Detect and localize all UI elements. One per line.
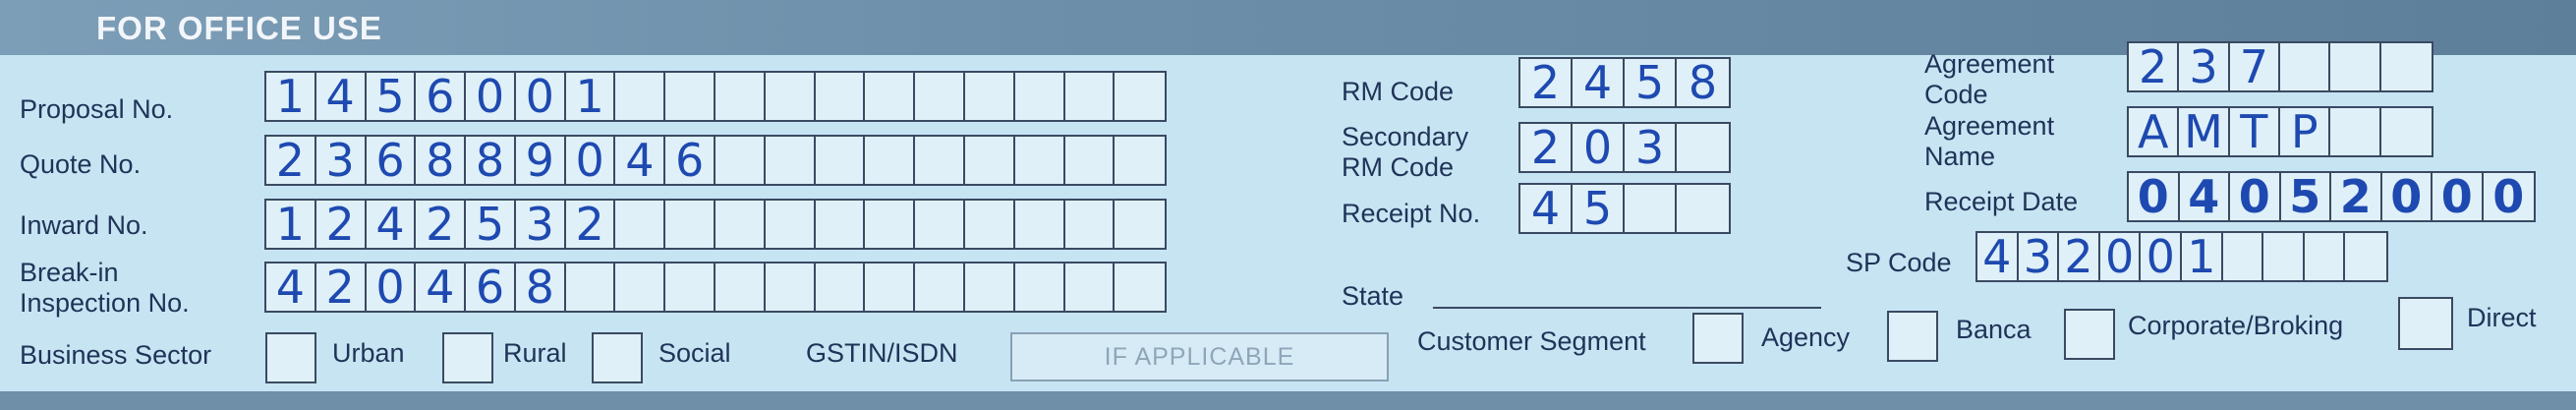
digit-cell[interactable]: 4 bbox=[266, 264, 316, 311]
digit-cell[interactable] bbox=[716, 201, 766, 248]
digit-cell[interactable] bbox=[1065, 73, 1116, 120]
digit-cell[interactable]: 3 bbox=[1625, 124, 1677, 171]
header-title: FOR OFFICE USE bbox=[96, 10, 382, 46]
direct-label: Direct bbox=[2467, 303, 2537, 332]
digit-cell[interactable]: 0 bbox=[2129, 173, 2180, 220]
proposal-no-label: Proposal No. bbox=[20, 94, 174, 124]
digit-cell[interactable] bbox=[615, 201, 665, 248]
digit-cell[interactable]: 2 bbox=[416, 201, 466, 248]
digit-cell[interactable] bbox=[816, 73, 866, 120]
agreement-name-field[interactable] bbox=[2127, 106, 2433, 157]
digit-cell[interactable]: 0 bbox=[466, 73, 516, 120]
digit-cell[interactable]: 8 bbox=[466, 137, 516, 184]
receipt-date-field[interactable] bbox=[2127, 171, 2536, 222]
digit-cell[interactable] bbox=[1115, 73, 1165, 120]
digit-cell[interactable]: 0 bbox=[2100, 233, 2142, 280]
digit-cell[interactable]: 5 bbox=[466, 201, 516, 248]
digit-cell[interactable]: 2 bbox=[2129, 43, 2179, 90]
digit-cell[interactable] bbox=[716, 264, 766, 311]
state-underline[interactable] bbox=[1433, 307, 1821, 309]
digit-cell[interactable] bbox=[816, 264, 866, 311]
digit-cell[interactable] bbox=[865, 201, 915, 248]
digit-cell[interactable]: 0 bbox=[2492, 170, 2525, 223]
digit-cell[interactable]: 4 bbox=[1520, 185, 1573, 232]
banca-label: Banca bbox=[1956, 315, 2032, 344]
agreement-code-field[interactable] bbox=[2127, 41, 2433, 92]
digit-cell[interactable] bbox=[2223, 233, 2264, 280]
digit-cell[interactable] bbox=[816, 201, 866, 248]
business-sector-label: Business Sector bbox=[20, 340, 212, 370]
digit-cell[interactable]: 5 bbox=[1625, 59, 1677, 106]
agreement-name-line1: Agreement bbox=[1924, 111, 2055, 141]
digit-cell[interactable] bbox=[1677, 185, 1729, 232]
inward-no-field[interactable] bbox=[264, 199, 1167, 250]
receipt-date-label: Receipt Date bbox=[1924, 187, 2079, 216]
digit-cell[interactable]: 0 bbox=[1573, 124, 1625, 171]
social-checkbox[interactable] bbox=[592, 332, 643, 383]
digit-cell[interactable]: T bbox=[2230, 108, 2280, 155]
digit-cell[interactable] bbox=[1065, 137, 1116, 184]
receipt-no-label: Receipt No. bbox=[1342, 199, 1481, 228]
digit-cell[interactable]: 2 bbox=[1520, 59, 1573, 106]
digit-cell[interactable]: 4 bbox=[2180, 173, 2231, 220]
digit-cell[interactable] bbox=[615, 73, 665, 120]
footer-bar bbox=[0, 391, 2576, 410]
digit-cell[interactable]: 8 bbox=[1688, 56, 1718, 109]
digit-cell[interactable] bbox=[766, 201, 816, 248]
digit-cell[interactable] bbox=[915, 73, 965, 120]
rural-label: Rural bbox=[503, 338, 567, 368]
digit-cell[interactable]: 5 bbox=[2281, 173, 2332, 220]
digit-cell[interactable] bbox=[2330, 43, 2380, 90]
digit-cell[interactable]: 3 bbox=[2179, 43, 2229, 90]
digit-cell[interactable]: 3 bbox=[516, 201, 566, 248]
digit-cell[interactable]: 6 bbox=[416, 73, 466, 120]
digit-cell[interactable]: 2 bbox=[566, 201, 616, 248]
digit-cell[interactable]: 4 bbox=[316, 73, 367, 120]
quote-no-field[interactable] bbox=[264, 135, 1167, 186]
receipt-no-field[interactable] bbox=[1518, 183, 1731, 234]
digit-cell[interactable]: 4 bbox=[416, 264, 466, 311]
gstin-input[interactable]: IF APPLICABLE bbox=[1010, 332, 1389, 381]
rural-checkbox[interactable] bbox=[442, 332, 493, 383]
digit-cell[interactable] bbox=[2345, 233, 2386, 280]
digit-cell[interactable]: 2 bbox=[316, 264, 367, 311]
urban-label: Urban bbox=[332, 338, 405, 368]
digit-cell[interactable] bbox=[816, 137, 866, 184]
digit-cell[interactable]: 0 bbox=[2230, 173, 2281, 220]
sp-code-label: SP Code bbox=[1846, 248, 1952, 277]
digit-cell[interactable]: 0 bbox=[2433, 173, 2484, 220]
digit-cell[interactable]: 4 bbox=[367, 201, 417, 248]
digit-cell[interactable]: 6 bbox=[665, 137, 716, 184]
digit-cell[interactable]: 8 bbox=[416, 137, 466, 184]
digit-cell[interactable] bbox=[766, 137, 816, 184]
quote-no-label: Quote No. bbox=[20, 149, 142, 179]
digit-cell[interactable] bbox=[1065, 201, 1116, 248]
digit-cell[interactable] bbox=[965, 201, 1015, 248]
digit-cell[interactable]: 1 bbox=[566, 73, 616, 120]
digit-cell[interactable] bbox=[665, 73, 716, 120]
digit-cell[interactable] bbox=[766, 264, 816, 311]
digit-cell[interactable]: 5 bbox=[367, 73, 417, 120]
digit-cell[interactable]: 0 bbox=[516, 73, 566, 120]
digit-cell[interactable]: 2 bbox=[1520, 124, 1573, 171]
digit-cell[interactable]: 5 bbox=[1573, 185, 1625, 232]
digit-cell[interactable]: 2 bbox=[2059, 233, 2100, 280]
social-label: Social bbox=[658, 338, 731, 368]
breakin-label-line2: Inspection No. bbox=[20, 288, 190, 318]
digit-cell[interactable] bbox=[965, 137, 1015, 184]
digit-cell[interactable]: 2 bbox=[266, 137, 316, 184]
digit-cell[interactable] bbox=[965, 264, 1015, 311]
digit-cell[interactable]: 3 bbox=[316, 137, 367, 184]
digit-cell[interactable]: 2 bbox=[316, 201, 367, 248]
sp-code-field[interactable] bbox=[1975, 231, 2388, 282]
digit-cell[interactable]: 9 bbox=[516, 137, 566, 184]
digit-cell[interactable]: 6 bbox=[367, 137, 417, 184]
customer-segment-label: Customer Segment bbox=[1417, 326, 1646, 356]
digit-cell[interactable] bbox=[865, 264, 915, 311]
digit-cell[interactable] bbox=[1115, 201, 1165, 248]
digit-cell[interactable] bbox=[915, 137, 965, 184]
digit-cell[interactable] bbox=[766, 73, 816, 120]
digit-cell[interactable] bbox=[716, 73, 766, 120]
digit-cell[interactable]: 4 bbox=[1977, 233, 2019, 280]
digit-cell[interactable]: 2 bbox=[2331, 173, 2382, 220]
digit-cell[interactable] bbox=[2381, 108, 2432, 155]
banca-checkbox[interactable] bbox=[1887, 311, 1938, 362]
digit-cell[interactable]: 1 bbox=[2182, 233, 2223, 280]
digit-cell[interactable]: A bbox=[2129, 108, 2179, 155]
proposal-no-field[interactable] bbox=[264, 71, 1167, 122]
digit-cell[interactable] bbox=[1015, 73, 1065, 120]
digit-cell[interactable] bbox=[1115, 264, 1165, 311]
digit-cell[interactable] bbox=[865, 73, 915, 120]
digit-cell[interactable] bbox=[1677, 124, 1729, 171]
digit-cell[interactable]: 0 bbox=[367, 264, 417, 311]
digit-cell[interactable] bbox=[665, 201, 716, 248]
secondary-rm-code-field[interactable] bbox=[1518, 122, 1731, 173]
breakin-no-label bbox=[20, 258, 190, 319]
corporate-broking-checkbox[interactable] bbox=[2064, 309, 2115, 360]
digit-cell[interactable]: 4 bbox=[1573, 59, 1625, 106]
digit-cell[interactable] bbox=[615, 264, 665, 311]
digit-cell[interactable] bbox=[566, 264, 616, 311]
digit-cell[interactable]: M bbox=[2179, 108, 2229, 155]
agency-label: Agency bbox=[1761, 322, 1851, 352]
corporate-broking-label: Corporate/Broking bbox=[2128, 311, 2344, 340]
digit-cell[interactable] bbox=[2263, 233, 2305, 280]
digit-cell[interactable] bbox=[2280, 43, 2330, 90]
digit-cell[interactable] bbox=[1015, 264, 1065, 311]
secondary-label-line1: Secondary bbox=[1342, 122, 1469, 151]
agreement-code-line1: Agreement bbox=[1924, 49, 2055, 79]
inward-no-label: Inward No. bbox=[20, 210, 148, 240]
secondary-label-line2: RM Code bbox=[1342, 152, 1455, 182]
rm-code-field[interactable] bbox=[1518, 57, 1731, 108]
digit-cell[interactable] bbox=[2305, 233, 2346, 280]
digit-cell[interactable] bbox=[716, 137, 766, 184]
breakin-no-field[interactable] bbox=[264, 262, 1167, 313]
state-label: State bbox=[1342, 281, 1404, 311]
digit-cell[interactable]: 0 bbox=[566, 137, 616, 184]
digit-cell[interactable]: 4 bbox=[615, 137, 665, 184]
rm-code-label: RM Code bbox=[1342, 77, 1455, 106]
breakin-label-line1: Break-in bbox=[20, 258, 119, 287]
digit-cell[interactable] bbox=[1015, 201, 1065, 248]
digit-cell[interactable]: 1 bbox=[266, 201, 316, 248]
agreement-code-label bbox=[1924, 49, 2054, 110]
digit-cell[interactable] bbox=[2330, 108, 2380, 155]
urban-checkbox[interactable] bbox=[265, 332, 316, 383]
digit-cell[interactable] bbox=[915, 264, 965, 311]
digit-cell[interactable]: P bbox=[2280, 108, 2330, 155]
agreement-name-label bbox=[1924, 111, 2054, 172]
digit-cell[interactable]: 7 bbox=[2230, 43, 2280, 90]
agreement-name-line2: Name bbox=[1924, 142, 1996, 171]
agency-checkbox[interactable] bbox=[1692, 313, 1744, 364]
digit-cell[interactable] bbox=[915, 201, 965, 248]
digit-cell[interactable]: 6 bbox=[466, 264, 516, 311]
digit-cell[interactable]: 8 bbox=[516, 264, 566, 311]
secondary-rm-code-label bbox=[1342, 122, 1468, 183]
digit-cell[interactable]: 0 bbox=[2382, 173, 2433, 220]
digit-cell[interactable] bbox=[1065, 264, 1116, 311]
digit-cell[interactable] bbox=[865, 137, 915, 184]
digit-cell[interactable] bbox=[965, 73, 1015, 120]
digit-cell[interactable] bbox=[665, 264, 716, 311]
digit-cell[interactable] bbox=[2381, 43, 2432, 90]
gstin-label: GSTIN/ISDN bbox=[806, 338, 958, 368]
agreement-code-line2: Code bbox=[1924, 80, 1988, 109]
digit-cell[interactable] bbox=[1115, 137, 1165, 184]
digit-cell[interactable]: 0 bbox=[2141, 233, 2182, 280]
digit-cell[interactable]: 3 bbox=[2019, 233, 2060, 280]
digit-cell[interactable] bbox=[1625, 185, 1677, 232]
direct-checkbox[interactable] bbox=[2398, 297, 2453, 350]
digit-cell[interactable] bbox=[1015, 137, 1065, 184]
digit-cell[interactable]: 1 bbox=[266, 73, 316, 120]
